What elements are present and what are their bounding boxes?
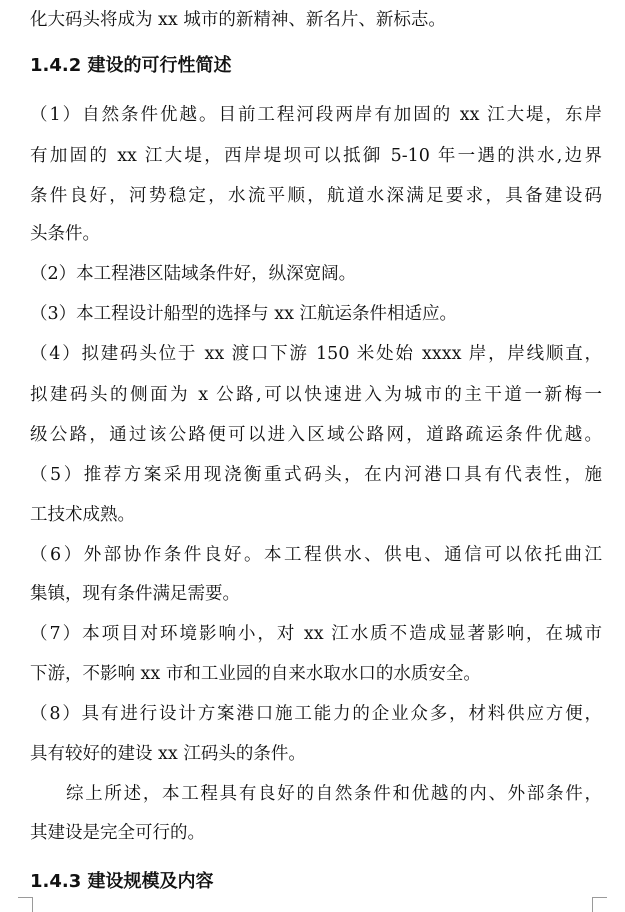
paragraph-line: （5）推荐方案采用现浇衡重式码头，在内河港口具有代表性，施: [30, 465, 602, 485]
paragraph-line: （1）自然条件优越。目前工程河段两岸有加固的 xx 江大堤，东岸: [30, 105, 602, 125]
paragraph-line: （8）具有进行设计方案港口施工能力的企业众多，材料供应方便，: [30, 704, 602, 724]
paragraph-line: 级公路，通过该公路便可以进入区域公路网，道路疏运条件优越。: [30, 425, 602, 445]
paragraph-line: 条件良好，河势稳定，水流平顺，航道水深满足要求，具备建设码: [30, 186, 602, 206]
paragraph-line: 拟建码头的侧面为 x 公路,可以快速进入为城市的主干道一新梅一: [30, 385, 602, 405]
paragraph-line: 具有较好的建设 xx 江码头的条件。: [30, 744, 306, 764]
paragraph-line: 头条件。: [30, 224, 100, 244]
paragraph-line: 综上所述，本工程具有良好的自然条件和优越的内、外部条件，: [66, 784, 602, 804]
paragraph-line: 有加固的 xx 江大堤，西岸堤坝可以抵御 5-10 年一遇的洪水,边界: [30, 146, 602, 166]
paragraph-line: （2）本工程港区陆域条件好，纵深宽阔。: [30, 264, 357, 284]
paragraph-line: （4）拟建码头位于 xx 渡口下游 150 米处始 xxxx 岸，岸线顺直，: [30, 344, 602, 364]
paragraph-line: 化大码头将成为 xx 城市的新精神、新名片、新标志。: [30, 10, 446, 30]
paragraph-line: 集镇，现有条件满足需要。: [30, 584, 240, 604]
paragraph-line: （3）本工程设计船型的选择与 xx 江航运条件相适应。: [30, 304, 457, 324]
paragraph-line: （6）外部协作条件良好。本工程供水、供电、通信可以依托曲江: [30, 545, 602, 565]
section-heading-1-4-3: 1.4.3 建设规模及内容: [30, 871, 214, 892]
paragraph-line: 其建设是完全可行的。: [30, 823, 205, 843]
paragraph-line: 工技术成熟。: [30, 505, 135, 525]
page-margin-corner-mark: [18, 897, 33, 912]
section-heading-1-4-2: 1.4.2 建设的可行性简述: [30, 55, 232, 76]
paragraph-line: （7）本项目对环境影响小，对 xx 江水质不造成显著影响，在城市: [30, 624, 602, 644]
page-margin-corner-mark: [592, 897, 607, 912]
paragraph-line: 下游，不影响 xx 市和工业园的自来水取水口的水质安全。: [30, 664, 481, 684]
